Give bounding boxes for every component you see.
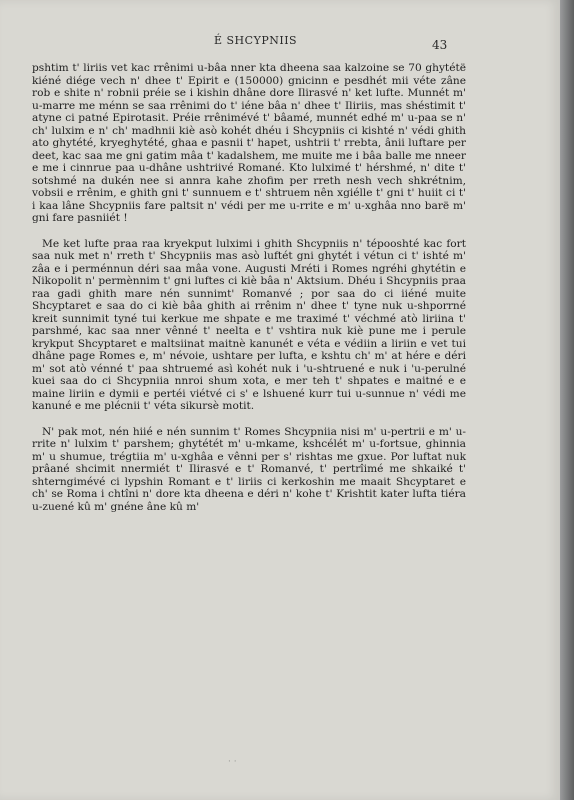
paragraph-2: Me ket lufte praa raa kryekput lulximi i ghith Shcypniis n' tépooshté kac fort saa nuk met n' rreth t' Shcypniis mas asò luftét gni ghytét i vétun ci t' ishté m' zâa e i perménnun déri saa mâa vone. Augusti Mréti i Romes ngréhi ghytétin e Nikopolit n' permènnim t' gni luftes ci kiè bâa n' Aktsium. Dhéu i Shcypniis praa raa gadi ghith mare nén sunnimt' Romanvé ; por saa do ci iiéné muite Shcyptaret e saa do ci kiè bâa ghith ai rrênim n' dhee t' tyne nuk u-shporrné kreit sunnimit tyné tui kerkue me shpate e me traximé t' véchmé atò liriina t' parshmé, kac saa nner vênné t' neelta e t' vshtira nuk kiè pune me i perule krykput Shcyptaret e maltsiinat maitnè kanunét e véta e védiin a liriin e vet tui dhâne page Romes e, m' névoie, ushtare per lufta, e kshtu ch' m' at hére e déri m' sot atò vénné t' paa shtruemé asì kohét nuk i 'u-shtruené e nuk i 'u-perulné kuei saa do ci Shcypniia nnroi shum xota, e mer teh t' shpates e maitné e e maine liriin e dymii e pertéi viétvé ci s' e lshuené kurr tui u-sunnue n' védi me kanuné e me plécnii t' véta sikursè motit. bbox=[32, 237, 466, 412]
page-body bbox=[32, 62, 466, 526]
paragraph-3: N' pak mot, nén hiié e nén sunnim t' Romes Shcypniia nisi m' u-pertrii e m' u-rrite n' lulxim t' parshem; ghytétét m' u-mkame, kshcélét m' u-fortsue, ghinnia m' u shumue, trégtiia m' u-xghâa e vênni per s' rishtas me gxue. Por luftat nuk prâané shcimit nnermiét t' Ilirasvé e t' Romanvé, t' pertrîimé me shkaiké t' shterngimévé ci lypshin Romant e t' liriis ci kerkoshin me maait Shcyptaret e ch' se Roma i chtîni n' dore kta dheena e déri n' kohe t' Krishtit kater lufta tiéra u-zuené kû m' gnéne âne kû m' bbox=[32, 425, 466, 513]
page-edge-shadow bbox=[560, 0, 574, 800]
paper-specks: · · bbox=[228, 757, 237, 767]
paragraph-1: pshtim t' liriis vet kac rrênimi u-bâa nner kta dheena saa kalzoine se 70 ghytétë kiéné diége vech n' dhee t' Epirit e (150000) gnicinn e pesdhét mii véte zâne rob e shite n' robnii préie se i kishin dhâne dore Ilirasvé n' ket lufte. Munnét m' u-marre me ménn se saa rrênimi do t' iéne bâa n' dhee t' Iliriis, mas shéstimit t' atyne ci patné Epirotasit. Préie rrênimévé t' bâamé, munnét edhé m' u-paa se n' ch' lulxim e n' ch' madhnii kiè asò kohét dhéu i Shcypniis ci kishté n' védi ghith ato ghytété, kryeghytété, ghaa e pasnii t' hapet, ushtrii t' rrebta, ânii luftare per deet, kac saa me gni gatim mâa t' kadalshem, me muite me i bâa balle me nneer e me i cinnrue paa u-dhâne ushtriivé Romané. Kto lulximé t' hérshmé, n' dite t' sotshmé na dukén nee si annra kahe zhofim per rreth nesh vech shkrétnim, vobsii e rrênim, e ghith gni t' sunnuem e t' shtruem nên xgiélle t' gni t' huiit ci t' i kaa lâne Shcypniis fare paltsit n' védi per me u-rrite e m' u-xghâa nno barë m' gni fare pasniiét ! bbox=[32, 62, 466, 224]
page-header bbox=[0, 34, 560, 54]
page-number: 43 bbox=[432, 38, 448, 52]
running-title: É SHCYPNIIS bbox=[214, 34, 298, 47]
